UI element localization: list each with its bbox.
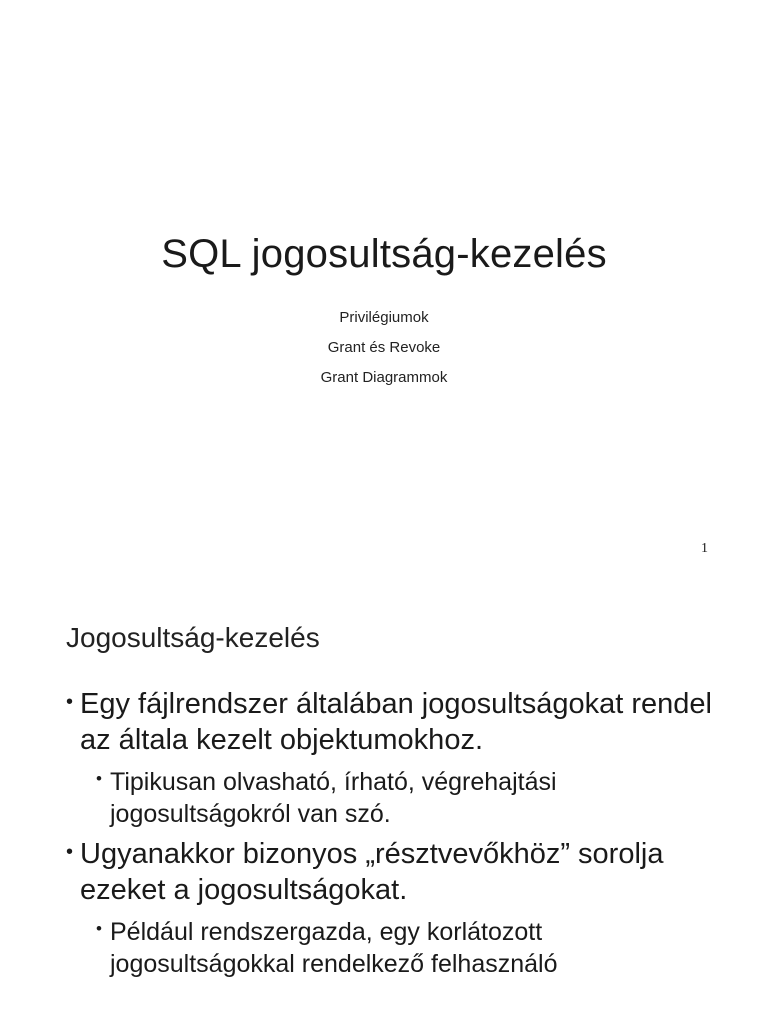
subtitle-line: Grant és Revoke: [327, 339, 441, 356]
bullet-text: Például rendszergazda, egy korlátozott jogosultságokkal rendelkező felhasználó: [110, 918, 558, 978]
bullet-text: Ugyanakkor bizonyos „résztvevőkhöz” sorolja ezeket a jogosultságokat.: [80, 838, 664, 906]
sub-bullet-item: [66, 916, 728, 980]
sub-bullet-item: [66, 766, 728, 830]
slide-subtitle: [0, 303, 768, 393]
content-slide: [0, 580, 768, 1024]
page-number: 1: [701, 541, 708, 556]
bullet-text: Egy fájlrendszer általában jogosultságokat rendel az általa kezelt objektumokhoz.: [80, 688, 712, 756]
slide-title: SQL jogosultság-kezelés: [161, 232, 607, 276]
bullet-icon: •: [66, 841, 74, 863]
bullet-icon: •: [96, 919, 102, 938]
subtitle-line: Grant Diagrammok: [320, 369, 448, 386]
subtitle-line: Privilégiumok: [339, 309, 429, 326]
bullet-text: Tipikusan olvasható, írható, végrehajtási jogosultságokról van szó.: [110, 768, 557, 828]
bullet-item: [66, 686, 728, 758]
slide-heading: Jogosultság-kezelés: [66, 622, 320, 653]
bullet-list: [66, 686, 728, 986]
bullet-icon: •: [96, 769, 102, 788]
bullet-item: [66, 836, 728, 908]
bullet-icon: •: [66, 691, 74, 713]
